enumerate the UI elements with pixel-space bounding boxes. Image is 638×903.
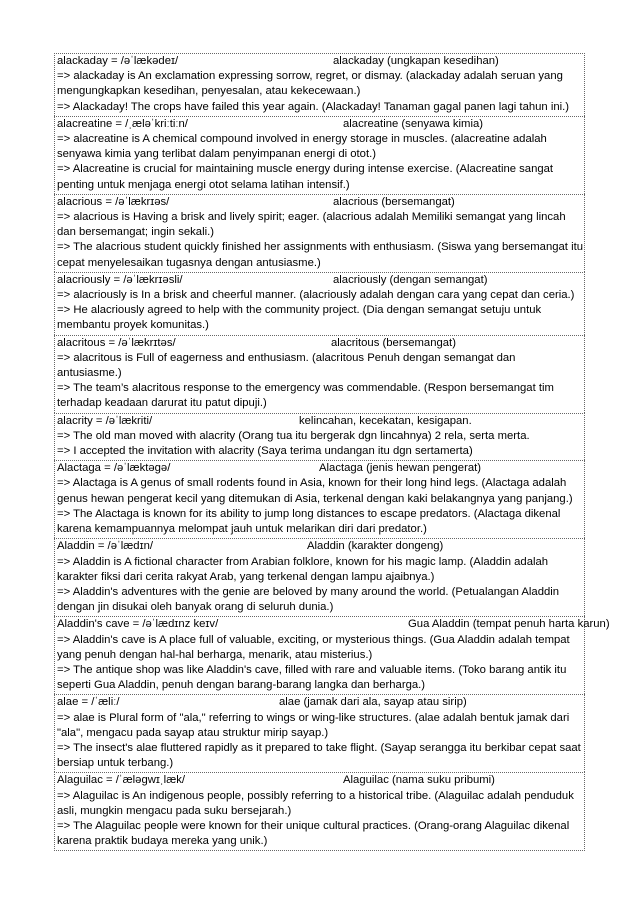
entry-translation: Alactaga (jenis hewan pengerat): [319, 462, 482, 475]
entry-term: alacrious = /əˈlækrɪəs/: [57, 195, 170, 208]
entry-term: alacriously = /əˈlækrɪəsli/: [57, 273, 183, 286]
entry-definition: => alacrious is Having a brisk and lively spirit; eager. (alacrious adalah Memiliki semangat yang lincah dan bersemangat; ingin sekali.): [57, 211, 566, 239]
entry-example: => The Alaguilac people were known for their unique cultural practices. (Orang-orang Alaguilac dikenal karena praktik budaya mereka yang unik.): [57, 819, 570, 848]
entry-header: [57, 273, 583, 288]
glossary-entry: [54, 116, 585, 194]
entry-definition: => alacriously is In a brisk and cheerful manner. (alacriously adalah dengan cara yang cepat dan ceria.): [57, 289, 575, 302]
entry-example: => Aladdin's adventures with the genie are beloved by many around the world. (Petualangan Aladdin dengan jin disukai oleh banyak orang di seluruh dunia.): [57, 585, 560, 614]
entry-header: [57, 617, 610, 632]
entry-term: Aladdin's cave = /əˈlædɪnz keɪv/: [57, 618, 219, 631]
entry-translation: alacrious (bersemangat): [333, 195, 455, 208]
entry-translation: Gua Aladdin (tempat penuh harta karun): [408, 618, 610, 631]
entry-header: [57, 336, 583, 351]
entry-translation: alacreatine (senyawa kimia): [343, 117, 484, 130]
glossary-entry: [54, 616, 610, 694]
entry-definition: => The old man moved with alacrity (Orang tua itu bergerak dgn lincahnya) 2 rela, serta merta.: [57, 429, 530, 442]
entry-definition: => Alaguilac is An indigenous people, possibly referring to a historical tribe. (Alaguilac adalah penduduk asli, mungkin mengacu pada suku bersejarah.): [57, 789, 574, 817]
entry-header: [57, 773, 583, 788]
entry-definition: => Aladdin's cave is A place full of valuable, exciting, or mysterious things. (Gua Aladdin adalah tempat yang penuh dengan hal-hal berharga, menarik, atau misterius.): [57, 633, 570, 661]
entry-translation: alackaday (ungkapan kesedihan): [333, 55, 499, 67]
entry-translation: alacritous (bersemangat): [331, 336, 456, 349]
entry-translation: alae (jamak dari ala, sayap atau sirip): [279, 696, 467, 709]
entry-definition: => alae is Plural form of "ala," referring to wings or wing-like structures. (alae adalah bentuk jamak dari "ala", mengacu pada sayap atau struktur mirip sayap.): [57, 711, 570, 739]
glossary-entry: [54, 194, 585, 272]
entry-term: Aladdin = /əˈlædɪn/: [57, 540, 154, 553]
glossary-entry: [54, 335, 585, 413]
entry-term: alacrity = /əˈlækriti/: [57, 414, 153, 427]
entry-header: [57, 54, 583, 69]
entry-translation: Aladdin (karakter dongeng): [307, 540, 444, 553]
entry-translation: alacriously (dengan semangat): [333, 273, 488, 286]
entry-example: => The team’s alacritous response to the emergency was commendable. (Respon bersemangat tim terhadap keadaan darurat itu patut dipuji.): [57, 382, 554, 410]
entry-example: => The antique shop was like Aladdin's cave, filled with rare and valuable items. (Toko barang antik itu seperti Gua Aladdin, penuh dengan barang-barang langka dan berharga.): [57, 663, 567, 692]
entry-header: [57, 695, 583, 710]
entry-term: alackaday = /əˈlækədeɪ/: [57, 55, 179, 67]
entry-term: Alactaga = /əˈlæktəgə/: [57, 462, 171, 475]
entry-term: alacreatine = /ˌæləˈkriːtiːn/: [57, 117, 188, 130]
entry-header: [57, 539, 583, 554]
glossary-entry: [54, 694, 585, 772]
entry-definition: => alacritous is Full of eagerness and enthusiasm. (alacritous Penuh dengan semangat dan antusiasme.): [57, 351, 516, 380]
entry-definition: => alackaday is An exclamation expressing sorrow, regret, or dismay. (alackaday adalah seruan yang mengungkapkan kesedihan, penyesalan, atau kekecewaan.): [57, 70, 563, 98]
entry-definition: => Alactaga is A genus of small rodents found in Asia, known for their long hind legs. (Alactaga adalah genus hewan pengerat kecil yang ditemukan di Asia, terkenal dengan kaki belakangnya yang panjang.): [57, 477, 573, 505]
glossary-entry: [54, 53, 585, 116]
entry-definition: => alacreatine is A chemical compound involved in energy storage in muscles. (alacreatine adalah senyawa kimia yang terlibat dalam penyimpanan energi di otot.): [57, 133, 547, 161]
entry-example: => The insect's alae fluttered rapidly as it prepared to take flight. (Sayap serangga itu berkibar cepat saat bersiap untuk terbang.): [57, 741, 581, 770]
glossary-entry: [54, 272, 585, 335]
entry-translation: kelincahan, kecekatan, kesigapan.: [299, 414, 472, 427]
entry-header: [57, 195, 583, 210]
glossary-entry: [54, 413, 585, 461]
entry-term: Alaguilac = /ˈæləgwɪˌlæk/: [57, 774, 186, 787]
glossary-entry: [54, 460, 585, 538]
entry-example: => Alacreatine is crucial for maintaining muscle energy during intense exercise. (Alacreatine sangat penting untuk menjaga energi otot selama latihan intensif.): [57, 163, 554, 191]
entry-header: [57, 461, 583, 476]
entry-example: => Alackaday! The crops have failed this year again. (Alackaday! Tanaman gagal panen lagi tahun ini.): [57, 100, 570, 113]
entry-example: => The alacrious student quickly finished her assignments with enthusiasm. (Siswa yang bersemangat itu cepat menyelesaikan tugasnya dengan antusiasme.): [57, 241, 584, 269]
entry-header: [57, 414, 583, 429]
entry-example: => I accepted the invitation with alacrity (Saya terima undangan itu dgn sertamerta): [57, 445, 473, 458]
entry-translation: Alaguilac (nama suku pribumi): [343, 774, 495, 787]
entry-example: => The Alactaga is known for its ability to jump long distances to escape predators. (Alactaga dikenal karena kemampuannya melompat jauh untuk melarikan diri dari predator.): [57, 507, 561, 536]
entry-definition: => Aladdin is A fictional character from Arabian folklore, known for his magic lamp. (Aladdin adalah karakter fiksi dari cerita rakyat Arab, yang terkenal dengan lampu ajaibnya.): [57, 555, 549, 583]
entry-header: [57, 117, 583, 132]
glossary-entry: [54, 772, 585, 851]
entry-term: alae = /ˈæliː/: [57, 696, 120, 709]
glossary-document: [54, 53, 610, 851]
entry-example: => He alacriously agreed to help with the community project. (Dia dengan semangat setuju untuk membantu proyek komunitas.): [57, 304, 542, 332]
entry-term: alacritous = /əˈlækrɪtəs/: [57, 336, 176, 349]
glossary-entry: [54, 538, 585, 616]
